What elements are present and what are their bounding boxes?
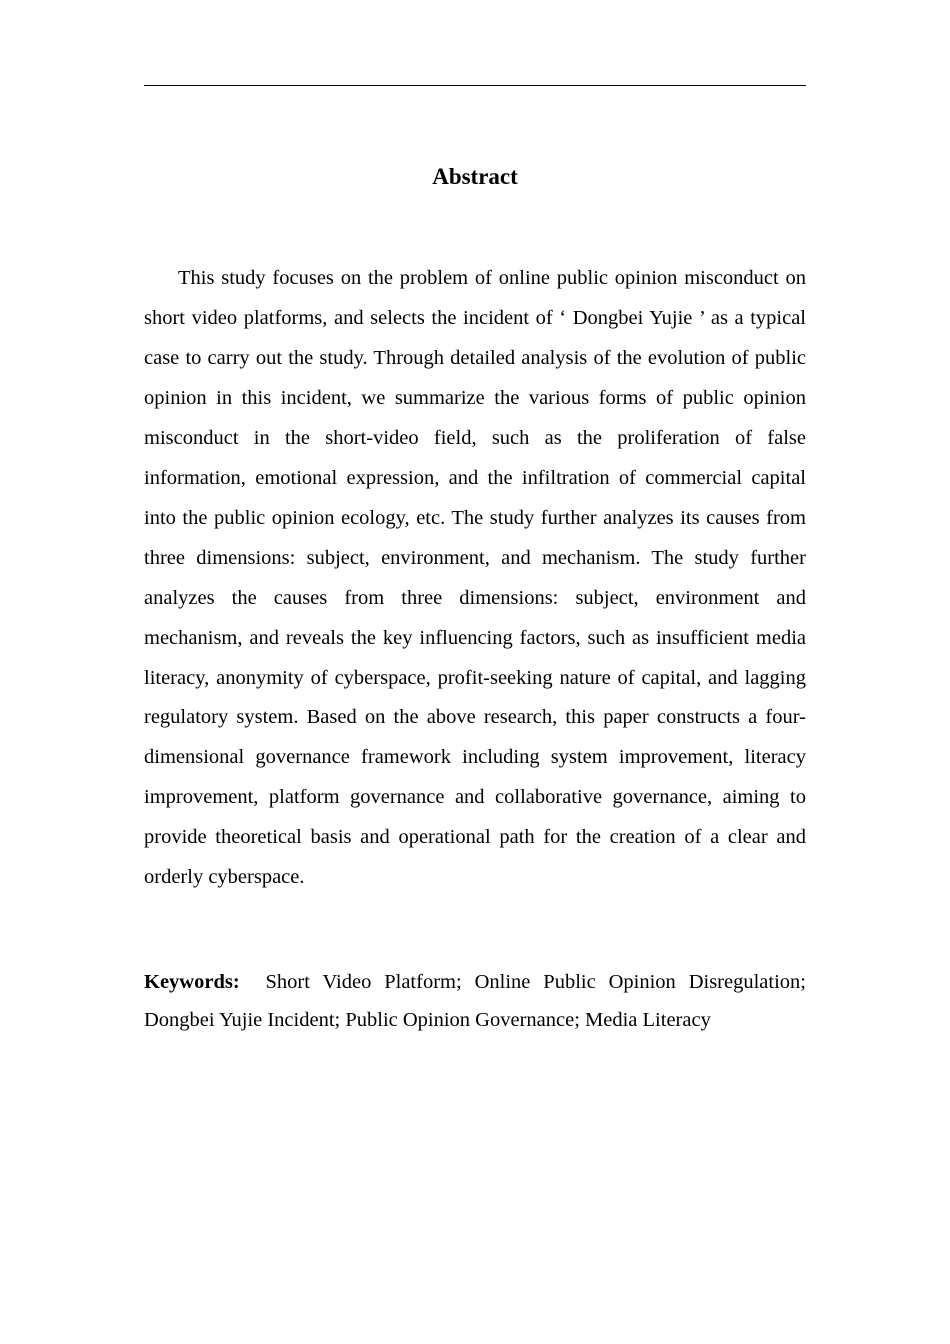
keywords-text: Short Video Platform; Online Public Opinion Disregulation; Dongbei Yujie Incident; Public Opinion Governance; Media Literacy	[144, 971, 806, 1031]
header-rule	[144, 85, 806, 86]
keywords-label: Keywords:	[144, 971, 240, 993]
page-title: Abstract	[432, 164, 518, 189]
keywords-paragraph	[144, 963, 806, 1039]
abstract-body: This study focuses on the problem of online public opinion misconduct on short video platforms, and selects the incident of ‘ Dongbei Yujie ’ as a typical case to carry out the study. Through detailed analysis of the evolution of public opinion in this incident, we summarize the various forms of public opinion misconduct in the short-video field, such as the proliferation of false information, emotional expression, and the infiltration of commercial capital into the public opinion ecology, etc. The study further analyzes its causes from three dimensions: subject, environment, and mechanism. The study further analyzes the causes from three dimensions: subject, environment and mechanism, and reveals the key influencing factors, such as insufficient media literacy, anonymity of cyberspace, profit-seeking nature of capital, and lagging regulatory system. Based on the above research, this paper constructs a four-dimensional governance framework including system improvement, literacy improvement, platform governance and collaborative governance, aiming to provide theoretical basis and operational path for the creation of a clear and orderly cyberspace.	[144, 267, 806, 889]
